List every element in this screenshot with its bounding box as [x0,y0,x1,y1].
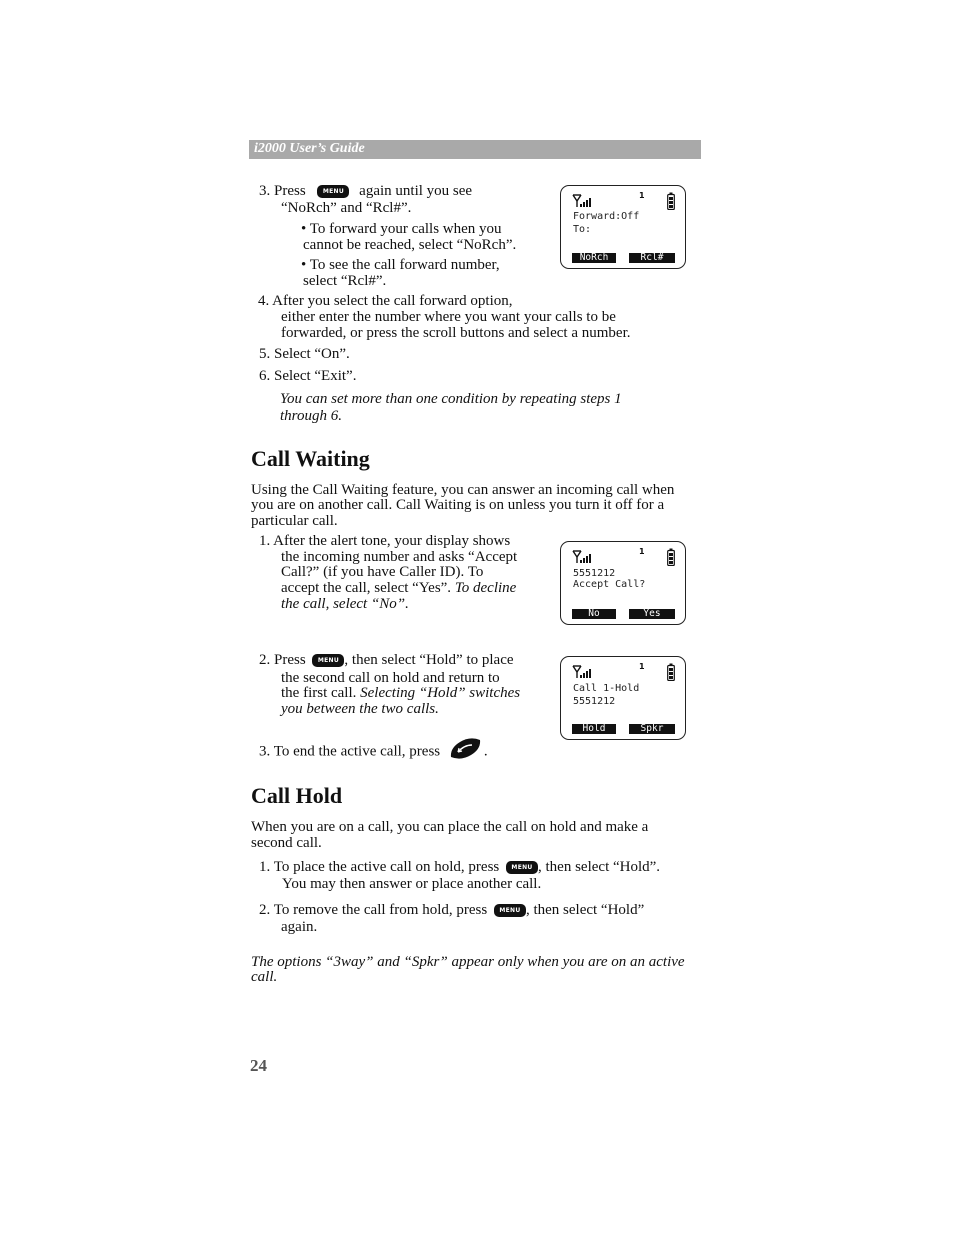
forward-note-line1: You can set more than one condition by repeating steps 1 [280,391,622,407]
ch-step1-line2: You may then answer or place another call. [282,876,542,892]
running-header: i2000 User’s Guide [254,141,365,156]
display-line-2: To: [573,224,592,235]
softkey-yes[interactable]: Yes [629,609,675,619]
step-3-line2: “NoRch” and “Rcl#”. [281,200,412,216]
display-line-1: Call 1-Hold [573,683,640,694]
cw-step2-line4: you between the two calls. [281,701,439,717]
step-6: 6. Select “Exit”. [259,368,357,384]
softkey-spkr[interactable]: Spkr [629,724,675,734]
phone-display-hold [560,656,686,740]
cw-step1-line2: the incoming number and asks “Accept [281,549,518,565]
softkey-hold[interactable]: Hold [572,724,616,734]
softkey-rcl[interactable]: Rcl# [629,253,675,263]
battery-icon [667,192,675,210]
softkey-no[interactable]: No [572,609,616,619]
line-indicator: 1 [639,547,645,556]
step-3-forward: 3. Press MENU again until you see [259,183,473,199]
menu-key-icon: MENU [317,185,349,198]
line-indicator: 1 [639,191,645,200]
ch-note-line2: call. [251,969,278,985]
ch-intro-line1: When you are on a call, you can place the call on hold and make a [251,819,649,835]
signal-strength-icon [572,665,594,679]
step-4-line1: 4. After you select the call forward option, [258,293,513,309]
display-line-2: 5551212 [573,696,616,707]
end-call-key-icon [448,737,482,761]
signal-strength-icon [572,550,594,564]
cw-step2-line3: the first call. Selecting “Hold” switches [281,685,521,701]
cw-intro-line3: particular call. [251,513,338,529]
cw-step3: 3. To end the active call, press . [259,743,488,761]
bullet-2-line2: select “Rcl#”. [303,273,387,289]
cw-step1-line1: 1. After the alert tone, your display shows [259,533,511,549]
line-indicator: 1 [639,662,645,671]
cw-step1-line3: Call?” (if you have Caller ID). To [281,564,484,580]
ch-step2-line1: 2. To remove the call from hold, press MENU , then select “Hold” [259,902,645,918]
ch-note-line1: The options “3way” and “Spkr” appear only when you are on an active [251,954,685,970]
bullet-1-line1: • To forward your calls when you [301,221,502,237]
cw-step2-line1: 2. Press MENU , then select “Hold” to place [259,652,514,668]
forward-note-line2: through 6. [280,408,342,424]
display-line-1: 5551212 [573,568,616,579]
page-number: 24 [250,1056,267,1075]
phone-display-forward [560,185,686,269]
step-4-line3: forwarded, or press the scroll buttons and select a number. [281,325,631,341]
step-4-line2: either enter the number where you want your calls to be [281,309,616,325]
ch-step1-line1: 1. To place the active call on hold, press MENU , then select “Hold”. [259,859,661,875]
cw-step1-line4: accept the call, select “Yes”. To decline [281,580,517,596]
battery-icon [667,663,675,681]
cw-intro-line2: you are on another call. Call Waiting is on unless you turn it off for a [251,497,665,513]
ch-step2-line2: again. [281,919,318,935]
signal-strength-icon [572,194,594,208]
menu-key-icon: MENU [506,861,538,874]
bullet-2-line1: • To see the call forward number, [301,257,500,273]
softkey-norch[interactable]: NoRch [572,253,616,263]
cw-step1-line5: the call, select “No”. [281,596,409,612]
cw-step2-line2: the second call on hold and return to [281,670,500,686]
phone-display-accept-call [560,541,686,625]
display-line-1: Forward:Off [573,211,640,222]
menu-key-icon: MENU [494,904,526,917]
ch-intro-line2: second call. [251,835,322,851]
step-5: 5. Select “On”. [259,346,350,362]
menu-key-icon: MENU [312,654,344,667]
cw-intro-line1: Using the Call Waiting feature, you can answer an incoming call when [251,482,675,498]
heading-call-hold: Call Hold [251,783,343,808]
display-line-2: Accept Call? [573,579,646,590]
heading-call-waiting: Call Waiting [251,446,370,471]
battery-icon [667,548,675,566]
bullet-1-line2: cannot be reached, select “NoRch”. [303,237,517,253]
